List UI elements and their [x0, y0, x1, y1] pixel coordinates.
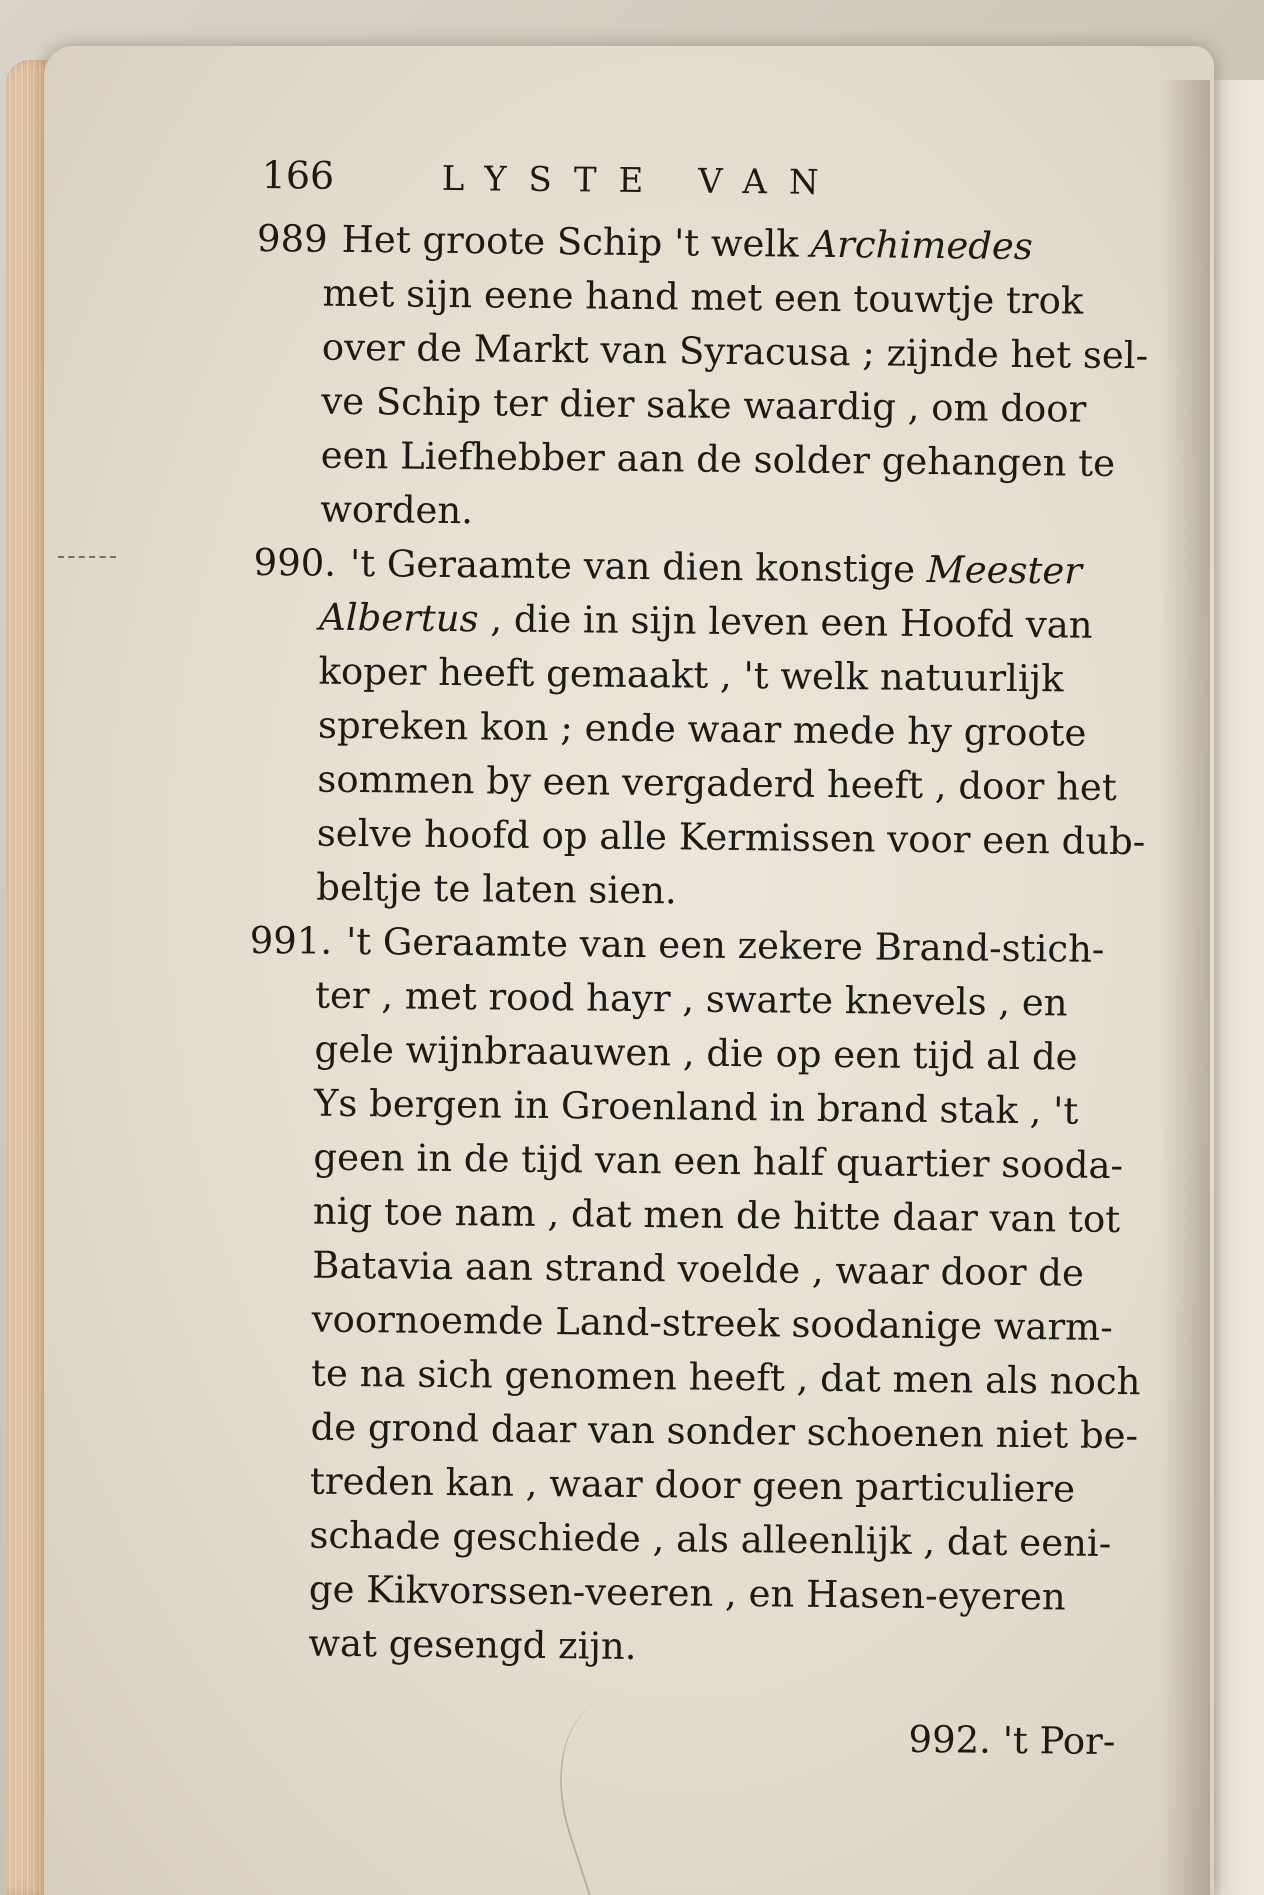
entry-line: met sijn eene hand met een touwtje trok	[322, 271, 1084, 323]
entry-line: geen in de tijd van een half quartier sooda-	[313, 1135, 1124, 1188]
entry-990	[253, 536, 1146, 923]
entry-line: Batavia aan strand voelde , waar door de	[312, 1243, 1085, 1295]
entry-line: treden kan , waar door geen particuliere	[309, 1459, 1076, 1511]
running-title: LYSTE VAN	[441, 158, 841, 204]
entry-line: 990. 't Geraamte van dien konstige Meester	[257, 536, 1138, 599]
entry-line: sommen by een vergaderd heeft , door het	[317, 757, 1117, 809]
page-text	[245, 148, 1149, 1769]
entry-number: 989	[256, 216, 328, 261]
entry-line: ge Kikvorssen-veeren , en Hasen-eyeren	[308, 1567, 1066, 1619]
entry-line: Ys bergen in Groenland in brand stak , 't	[313, 1081, 1079, 1133]
entry-line: ter , met rood hayr , swarte knevels , en	[314, 973, 1068, 1025]
entry-line: koper heeft gemaakt , 't welk natuurlijk	[318, 649, 1064, 701]
catchword: 992. 't Por-	[908, 1717, 1116, 1764]
entry-line: de grond daar van sonder schoenen niet be-	[310, 1405, 1139, 1458]
entry-line: te na sich genomen heeft , dat men als noch	[310, 1351, 1141, 1404]
entry-line: wat gesengd zijn.	[308, 1621, 637, 1669]
entry-line: gele wijnbraauwen , die op een tijd al de	[314, 1027, 1078, 1079]
entry-line: 991. 't Geraamte van een zekere Brand-stich-	[253, 914, 1134, 977]
entry-line: nig toe nam , dat men de hitte daar van tot	[312, 1189, 1121, 1242]
page-number: 166	[261, 152, 335, 198]
entry-line: Albertus , die in sijn leven een Hoofd van	[318, 595, 1093, 647]
entry-line: ve Schip ter dier sake waardig , om door	[321, 379, 1087, 431]
entry-989	[256, 212, 1149, 545]
entry-line: een Liefhebber aan de solder gehangen te	[320, 433, 1116, 485]
entry-line: spreken kon ; ende waar mede hy groote	[317, 703, 1087, 755]
margin-mark	[58, 556, 116, 558]
running-head	[261, 148, 1142, 221]
gutter-shadow	[1160, 80, 1210, 1895]
entry-991	[246, 914, 1141, 1679]
entry-number: 991.	[249, 918, 333, 963]
entry-line: worden.	[319, 487, 474, 533]
entry-line: schade geschiede , als alleenlijk , dat eeni-	[309, 1513, 1112, 1565]
entry-line: voornoemde Land-streek soodanige warm-	[311, 1297, 1113, 1349]
entry-line: over de Markt van Syracusa ; zijnde het sel-	[321, 325, 1149, 378]
entry-line: beltje te laten sien.	[316, 865, 677, 913]
entry-number: 990.	[253, 540, 337, 585]
entry-line: 989 Het groote Schip 't welk Archimedes	[261, 212, 1142, 275]
entry-line: selve hoofd op alle Kermissen voor een dub-	[316, 811, 1146, 864]
